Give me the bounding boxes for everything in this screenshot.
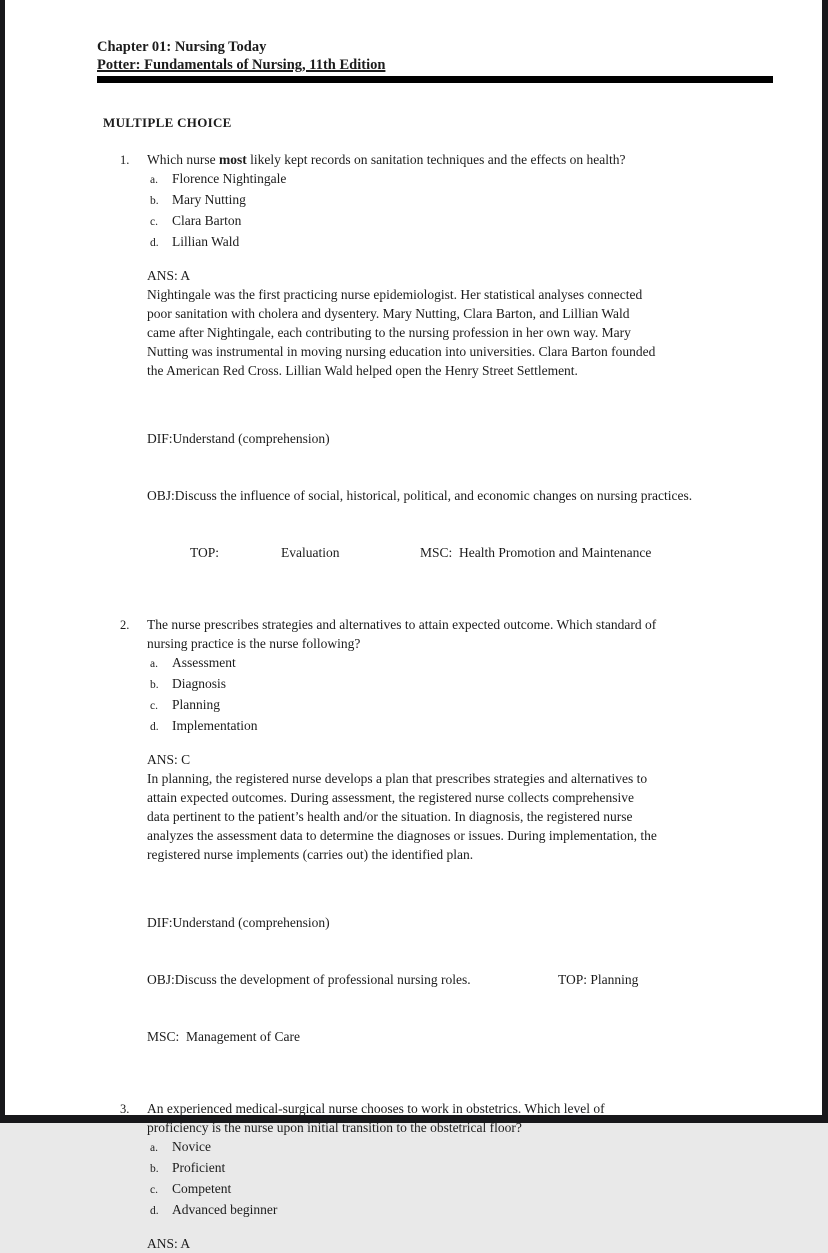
question-1 [97, 150, 773, 600]
question-stem [147, 150, 770, 169]
rationale-line: In planning, the registered nurse develops a plan that prescribes strategies and alternatives to [147, 771, 648, 786]
option-row [147, 1200, 773, 1221]
option-text: Florence Nightingale [172, 171, 287, 186]
option-text: Novice [172, 1139, 211, 1154]
option-row [147, 232, 773, 253]
option-letter: a. [150, 1142, 158, 1154]
option-row [147, 695, 773, 716]
options-list [147, 653, 773, 737]
answer-line: ANS: A [147, 1236, 191, 1251]
option-letter: b. [150, 1163, 159, 1175]
meta-top-label: TOP: [190, 545, 220, 560]
option-text: Diagnosis [172, 676, 226, 691]
rationale-line: Nightingale was the first practicing nurse epidemiologist. Her statistical analyses connected [147, 287, 643, 302]
scan-edge-right [822, 0, 828, 1123]
option-text: Planning [172, 697, 221, 712]
rationale [147, 285, 770, 380]
answer-line: ANS: A [147, 268, 191, 283]
option-letter: b. [150, 679, 159, 691]
meta-obj: OBJ:Discuss the influence of social, historical, political, and economic changes on nursing practices. [147, 488, 693, 503]
stem-line: The nurse prescribes strategies and alternatives to attain expected outcome. Which standard of [147, 617, 657, 632]
option-row [147, 169, 773, 190]
header-divider-bar [97, 76, 773, 83]
option-row [147, 211, 773, 232]
rationale-line: analyzes the assessment data to determine the diagnoses or issues. During implementation, the [147, 828, 657, 843]
option-letter: a. [150, 658, 158, 670]
option-letter: d. [150, 237, 159, 249]
option-text: Assessment [172, 655, 236, 670]
question-metadata [147, 391, 773, 600]
question-number: 2. [120, 618, 130, 632]
rationale-line: attain expected outcomes. During assessment, the registered nurse collects comprehensive [147, 790, 634, 805]
meta-obj: OBJ:Discuss the development of professional nursing roles. [147, 972, 471, 987]
option-row [147, 1179, 773, 1200]
stem-line: proficiency is the nurse upon initial transition to the obstetrical floor? [147, 1120, 522, 1135]
question-metadata [147, 875, 773, 1084]
question-2 [97, 615, 773, 1084]
question-3 [97, 1099, 773, 1253]
meta-dif: DIF:Understand (comprehension) [147, 915, 330, 930]
stem-line: nursing practice is the nurse following? [147, 636, 361, 651]
meta-msc: MSC: Health Promotion and Maintenance [420, 545, 652, 560]
rationale-line: came after Nightingale, each contributing to the nursing profession in her own way. Mary [147, 325, 631, 340]
option-row [147, 190, 773, 211]
stem-text-pre: Which nurse [147, 152, 219, 167]
meta-top-value: Evaluation [281, 545, 340, 560]
chapter-title: Chapter 01: Nursing Today [97, 39, 267, 55]
option-row [147, 1137, 773, 1158]
section-title: MULTIPLE CHOICE [103, 115, 232, 130]
question-number: 3. [120, 1102, 130, 1116]
option-text: Mary Nutting [172, 192, 246, 207]
options-list [147, 169, 773, 253]
option-letter: d. [150, 1205, 159, 1217]
option-text: Proficient [172, 1160, 226, 1175]
option-row [147, 1158, 773, 1179]
option-letter: c. [150, 216, 158, 228]
document-content [97, 38, 773, 1253]
meta-dif: DIF:Understand (comprehension) [147, 431, 330, 446]
meta-msc: MSC: Management of Care [147, 1029, 300, 1044]
question-stem [147, 1099, 770, 1137]
rationale-line: Nutting was instrumental in moving nursing education into universities. Clara Barton founded [147, 344, 656, 359]
answer-line: ANS: C [147, 752, 191, 767]
rationale-line: the American Red Cross. Lillian Wald helped open the Henry Street Settlement. [147, 363, 578, 378]
option-letter: c. [150, 1184, 158, 1196]
option-text: Clara Barton [172, 213, 242, 228]
question-stem [147, 615, 770, 653]
option-letter: c. [150, 700, 158, 712]
option-text: Implementation [172, 718, 258, 733]
option-letter: a. [150, 174, 158, 186]
meta-obj-top-row [147, 970, 773, 989]
stem-text-post: likely kept records on sanitation techniques and the effects on health? [246, 152, 626, 167]
rationale-line: registered nurse implements (carries out) the identified plan. [147, 847, 474, 862]
document-header [97, 38, 773, 83]
rationale-line: poor sanitation with cholera and dysentery. Mary Nutting, Clara Barton, and Lillian Wald [147, 306, 630, 321]
stem-line: An experienced medical-surgical nurse chooses to work in obstetrics. Which level of [147, 1101, 605, 1116]
meta-top: TOP: Planning [558, 972, 639, 987]
option-text: Competent [172, 1181, 232, 1196]
meta-top-msc-row [147, 543, 773, 562]
option-text: Advanced beginner [172, 1202, 278, 1217]
option-row [147, 716, 773, 737]
book-edition-title: Potter: Fundamentals of Nursing, 11th Edition [97, 57, 386, 73]
rationale [147, 769, 770, 864]
rationale-line: data pertinent to the patient’s health and/or the situation. In diagnosis, the registered nurse [147, 809, 633, 824]
question-number: 1. [120, 153, 130, 167]
option-letter: d. [150, 721, 159, 733]
option-row [147, 674, 773, 695]
option-letter: b. [150, 195, 159, 207]
options-list [147, 1137, 773, 1221]
stem-text-bold: most [218, 152, 247, 167]
scan-edge-left [0, 0, 5, 1123]
option-text: Lillian Wald [172, 234, 240, 249]
option-row [147, 653, 773, 674]
